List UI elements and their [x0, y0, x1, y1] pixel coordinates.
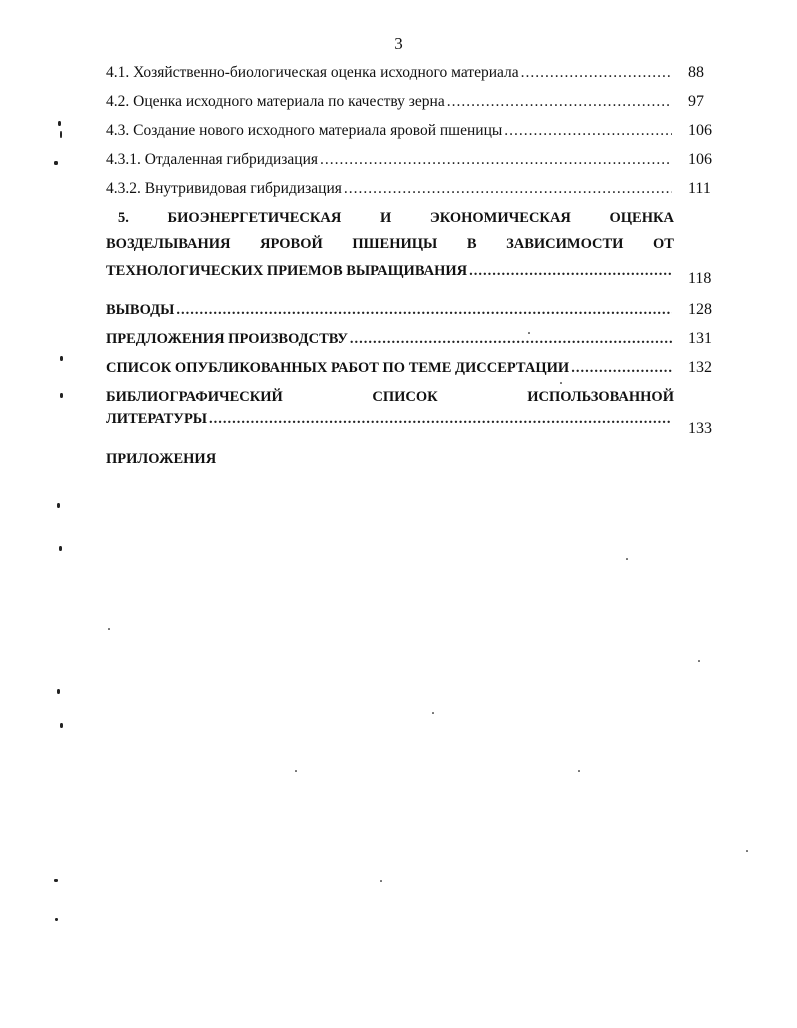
- scan-speck: [626, 558, 628, 560]
- scan-speck: [560, 382, 562, 384]
- scan-speck: [57, 503, 60, 508]
- toc-entry-page: 97: [688, 93, 704, 110]
- toc-entry-page: 131: [688, 330, 712, 347]
- chapter5-word: ОЦЕНКА: [609, 210, 674, 226]
- toc-entry-label: 4.1. Хозяйственно-биологическая оценка исходного материала: [106, 64, 519, 81]
- leader-dots: [320, 149, 672, 171]
- scan-speck: [60, 356, 63, 361]
- leader-dots: [447, 91, 672, 113]
- chapter5-word: 5.: [118, 210, 129, 226]
- scan-speck: [54, 161, 58, 165]
- scan-speck: [295, 770, 297, 772]
- toc-entry-label: 4.2. Оценка исходного материала по качеству зерна: [106, 93, 445, 110]
- scan-speck: [380, 880, 382, 882]
- scan-speck: [58, 121, 61, 126]
- chapter5-word: ВОЗДЕЛЫВАНИЯ: [106, 236, 231, 252]
- chapter5-word: ЗАВИСИМОСТИ: [506, 236, 624, 252]
- scan-speck: [528, 332, 530, 334]
- bibliography-line2-text: ЛИТЕРАТУРЫ: [106, 411, 208, 427]
- scan-speck: [108, 628, 110, 630]
- bibliography-word: ИСПОЛЬЗОВАННОЙ: [527, 389, 674, 405]
- leader-dots: [504, 120, 672, 142]
- chapter5-word: ЯРОВОЙ: [260, 236, 323, 252]
- toc-entry-page: 106: [688, 151, 712, 168]
- chapter5-word: БИОЭНЕРГЕТИЧЕСКАЯ: [167, 210, 342, 226]
- scan-speck: [55, 918, 58, 921]
- leader-dots: [176, 299, 672, 321]
- toc-entry: [106, 149, 674, 171]
- leader-dots: [469, 260, 672, 282]
- scan-speck: [60, 131, 62, 138]
- scan-speck: [57, 689, 60, 694]
- chapter5-word: И: [379, 210, 392, 226]
- toc-entry-label: 4.3. Создание нового исходного материала яровой пшеницы: [106, 122, 503, 139]
- toc-entry: [106, 62, 674, 84]
- toc-entry: [106, 120, 674, 142]
- chapter5-heading-line2: [106, 233, 674, 255]
- scan-speck: [432, 712, 434, 714]
- bibliography-heading-line1: [106, 386, 674, 408]
- bibliography-word: СПИСОК: [372, 389, 438, 405]
- chapter5-word: ОТ: [653, 236, 674, 252]
- toc-entry: [106, 91, 674, 113]
- toc-entry-label: СПИСОК ОПУБЛИКОВАННЫХ РАБОТ ПО ТЕМЕ ДИССЕРТАЦИИ: [106, 360, 570, 376]
- toc-entry-page: 111: [688, 180, 711, 197]
- toc-entry-conclusions: [106, 299, 674, 321]
- scan-speck: [578, 770, 580, 772]
- bibliography-word: БИБЛИОГРАФИЧЕСКИЙ: [106, 389, 283, 405]
- scan-speck: [60, 393, 63, 398]
- toc-entry-label: 4.3.1. Отдаленная гибридизация: [106, 151, 318, 168]
- leader-dots: [571, 357, 672, 379]
- page-number: 3: [394, 34, 403, 53]
- toc-entry-label: ВЫВОДЫ: [106, 302, 175, 318]
- chapter5-heading-line3: [106, 260, 674, 282]
- toc-entry: [106, 178, 674, 200]
- chapter5-word: В: [466, 236, 477, 252]
- scan-speck: [59, 546, 62, 551]
- scan-speck: [60, 723, 63, 728]
- leader-dots: [209, 408, 672, 430]
- toc-entry-label: ПРЕДЛОЖЕНИЯ ПРОИЗВОДСТВУ: [106, 331, 348, 347]
- scan-speck: [698, 660, 700, 662]
- toc-entry-page: 118: [688, 270, 712, 287]
- leader-dots: [350, 328, 672, 350]
- toc-entry-label: 4.3.2. Внутривидовая гибридизация: [106, 180, 342, 197]
- toc-entry-appendix: ПРИЛОЖЕНИЯ: [106, 451, 217, 467]
- toc-entry-page: 128: [688, 301, 712, 318]
- chapter5-word: ПШЕНИЦЫ: [352, 236, 438, 252]
- toc-entry-page: 132: [688, 359, 712, 376]
- leader-dots: [344, 178, 672, 200]
- bibliography-heading-line2: [106, 408, 674, 430]
- toc-entry-publications: [106, 357, 674, 379]
- toc-entry-proposals: [106, 328, 674, 350]
- toc-entry-page: 106: [688, 122, 712, 139]
- toc-entry-page: 88: [688, 64, 704, 81]
- scan-speck: [746, 850, 748, 852]
- chapter5-word: ЭКОНОМИЧЕСКАЯ: [429, 210, 571, 226]
- chapter5-heading-line1: [118, 207, 674, 229]
- scan-speck: [54, 879, 58, 882]
- leader-dots: [521, 62, 672, 84]
- chapter5-line3-text: ТЕХНОЛОГИЧЕСКИХ ПРИЕМОВ ВЫРАЩИВАНИЯ: [106, 263, 468, 279]
- toc-entry-page: 133: [688, 420, 712, 437]
